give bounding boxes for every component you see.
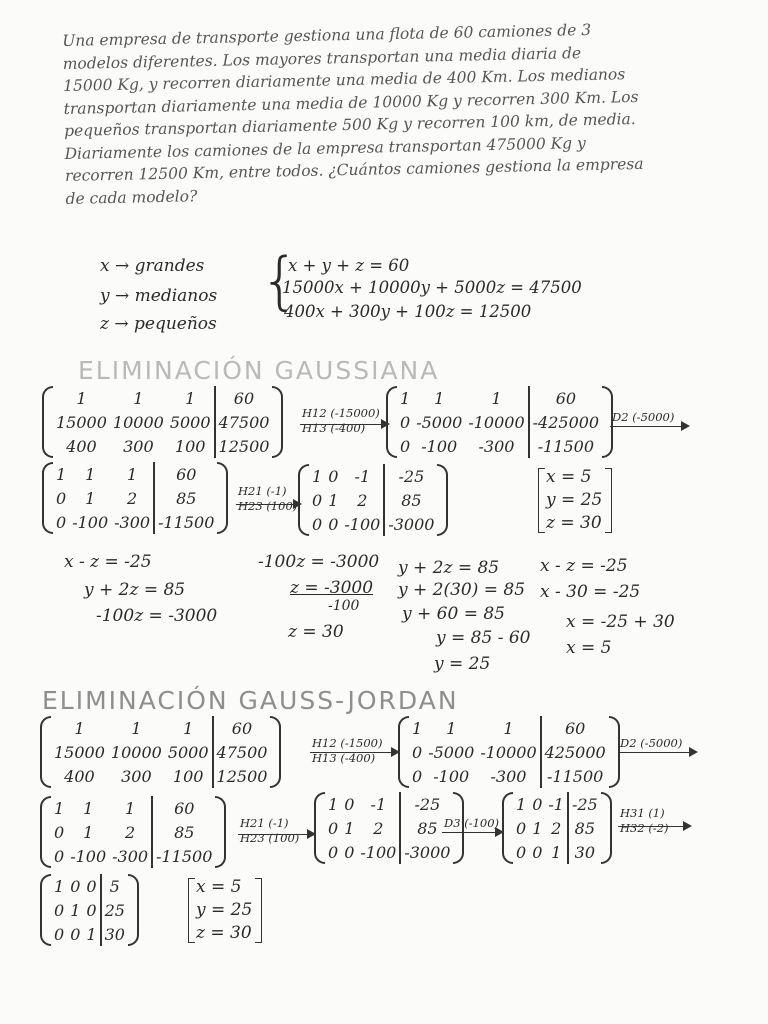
gauss-back-2-b bbox=[290, 578, 373, 598]
problem-statement bbox=[62, 16, 716, 210]
matrix-cell: 5000 bbox=[169, 412, 211, 432]
gauss-back-3-c: y + 60 = 85 bbox=[402, 604, 505, 624]
gj-op-4 bbox=[444, 816, 499, 831]
matrix-cell: -300 bbox=[490, 766, 527, 786]
matrix-cell: 1 bbox=[516, 794, 527, 814]
matrix-row bbox=[53, 486, 217, 510]
matrix-cell: 0 bbox=[56, 512, 67, 532]
gauss-back-2-c: -100 bbox=[328, 598, 360, 614]
matrix-cell: -100 bbox=[421, 436, 458, 456]
matrix-cell: 10000 bbox=[110, 742, 162, 762]
variable-y: y → medianos bbox=[100, 286, 218, 306]
matrix-cell: 60 bbox=[541, 716, 609, 740]
gauss-back-2-a: -100z = -3000 bbox=[258, 552, 380, 572]
matrix-cell: -10000 bbox=[468, 412, 525, 432]
matrix-cell: 0 bbox=[70, 876, 81, 896]
matrix-cell: 1 bbox=[85, 488, 96, 508]
matrix-cell: 1 bbox=[400, 388, 411, 408]
matrix-cell: -3000 bbox=[400, 840, 453, 864]
gauss-jordan-title: ELIMINACIÓN GAUSS-JORDAN bbox=[42, 686, 459, 715]
matrix-cell: -1 bbox=[354, 466, 371, 486]
matrix-cell: 0 bbox=[344, 842, 355, 862]
matrix-cell: 1 bbox=[56, 464, 67, 484]
matrix-cell: 10000 bbox=[112, 412, 164, 432]
matrix-cell: 0 bbox=[54, 924, 65, 944]
matrix-cell: 0 bbox=[70, 924, 81, 944]
gj-arrow-1 bbox=[310, 752, 398, 753]
matrix-row bbox=[51, 764, 270, 788]
matrix-cell: 0 bbox=[86, 876, 97, 896]
left-paren bbox=[40, 796, 51, 868]
matrix-cell: 2 bbox=[125, 822, 136, 842]
matrix-row bbox=[53, 410, 272, 434]
matrix-cell: 60 bbox=[215, 386, 273, 410]
matrix-cell: 1 bbox=[74, 718, 85, 738]
matrix-cell: 1 bbox=[83, 822, 94, 842]
matrix-row bbox=[397, 434, 602, 458]
matrix-row bbox=[53, 434, 272, 458]
matrix-row bbox=[325, 816, 453, 840]
matrix-cell: 1 bbox=[125, 798, 136, 818]
matrix-cell: -100 bbox=[72, 512, 109, 532]
matrix-cell: 47500 bbox=[215, 410, 273, 434]
matrix-cell: 30 bbox=[568, 840, 601, 864]
matrix-table bbox=[309, 464, 437, 536]
row-operation: H13 (-400) bbox=[302, 421, 366, 435]
matrix-cell: -11500 bbox=[541, 764, 609, 788]
matrix-cell: -1 bbox=[370, 794, 387, 814]
problem-line: 15000 Kg, y recorren diariamente una media de 400 Km. Los medianos bbox=[62, 65, 626, 95]
matrix-cell: -25 bbox=[384, 464, 437, 488]
gauss-op-2 bbox=[612, 410, 674, 425]
matrix-cell: 85 bbox=[152, 820, 215, 844]
right-paren bbox=[270, 716, 281, 788]
gj-matrix-1 bbox=[40, 716, 281, 788]
row-operation: H23 (100) bbox=[238, 499, 298, 513]
matrix-cell: 47500 bbox=[213, 740, 271, 764]
gauss-arrow-3 bbox=[236, 504, 300, 505]
matrix-cell: 30 bbox=[101, 922, 128, 946]
matrix-cell: 0 bbox=[532, 842, 543, 862]
matrix-cell: 1 bbox=[344, 818, 355, 838]
solution-bracket-right bbox=[605, 468, 612, 533]
gj-arrow-3 bbox=[238, 834, 314, 835]
row-operation: H12 (-15000) bbox=[302, 406, 380, 420]
matrix-cell: 0 bbox=[56, 488, 67, 508]
matrix-cell: -300 bbox=[112, 846, 149, 866]
gauss-back-3-d: y = 85 - 60 bbox=[436, 628, 531, 648]
matrix-cell: 85 bbox=[400, 816, 453, 840]
gauss-matrix-4 bbox=[298, 464, 448, 536]
matrix-cell: 1 bbox=[76, 388, 87, 408]
gauss-back-4-c: x = -25 + 30 bbox=[566, 612, 675, 632]
solution-value: y = 25 bbox=[196, 900, 253, 920]
left-paren bbox=[298, 464, 309, 536]
gauss-op-3 bbox=[238, 484, 297, 514]
matrix-cell: 425000 bbox=[541, 740, 609, 764]
matrix-cell: 0 bbox=[400, 412, 411, 432]
matrix-cell: -1 bbox=[548, 794, 564, 814]
matrix-cell: 2 bbox=[551, 818, 562, 838]
matrix-cell: 15000 bbox=[54, 742, 105, 762]
problem-line: transportan diariamente una media de 10000 Kg y recorren 300 Km. Los bbox=[63, 87, 639, 118]
right-paren bbox=[217, 462, 228, 534]
gauss-back-1-c: -100z = -3000 bbox=[96, 606, 218, 626]
matrix-table bbox=[397, 386, 602, 458]
matrix-row bbox=[309, 512, 437, 536]
system-eq-2: 15000x + 10000y + 5000z = 47500 bbox=[282, 278, 582, 297]
gauss-solution bbox=[546, 466, 602, 535]
row-operation: D2 (-5000) bbox=[612, 410, 675, 424]
gj-op-5 bbox=[620, 806, 669, 836]
matrix-table bbox=[51, 716, 270, 788]
row-operation: D3 (-100) bbox=[444, 816, 500, 830]
row-operation: H12 (-1500) bbox=[312, 736, 383, 750]
matrix-row bbox=[51, 820, 215, 844]
matrix-table bbox=[53, 462, 217, 534]
row-operation: H13 (-400) bbox=[312, 751, 376, 765]
matrix-cell: 1 bbox=[183, 718, 194, 738]
variable-z: z → pequeños bbox=[100, 314, 217, 334]
gj-matrix-4 bbox=[314, 792, 464, 864]
matrix-cell: 0 bbox=[328, 514, 339, 534]
gj-op-2 bbox=[620, 736, 682, 751]
matrix-cell: 25 bbox=[101, 898, 128, 922]
matrix-row bbox=[397, 386, 602, 410]
gj-matrix-3 bbox=[40, 796, 226, 868]
matrix-cell: 85 bbox=[154, 486, 217, 510]
matrix-row bbox=[51, 716, 270, 740]
matrix-row bbox=[325, 792, 453, 816]
matrix-row bbox=[53, 510, 217, 534]
problem-line: recorren 12500 Km, entre todos. ¿Cuántos camiones gestiona la empresa bbox=[64, 154, 644, 185]
matrix-cell: 1 bbox=[446, 718, 457, 738]
matrix-cell: 85 bbox=[384, 488, 437, 512]
solution-bracket-left bbox=[188, 878, 195, 943]
matrix-cell: 0 bbox=[328, 818, 339, 838]
matrix-cell: 60 bbox=[154, 462, 217, 486]
matrix-cell: -100 bbox=[360, 842, 397, 862]
variable-x: x → grandes bbox=[100, 256, 205, 276]
matrix-cell: 1 bbox=[491, 388, 502, 408]
left-paren bbox=[42, 462, 53, 534]
gj-op-1 bbox=[312, 736, 382, 766]
matrix-cell: 1 bbox=[83, 798, 94, 818]
gauss-arrow-2 bbox=[610, 426, 688, 427]
gauss-back-2-d: z = 30 bbox=[288, 622, 344, 642]
row-operation: H32 (-2) bbox=[620, 821, 669, 835]
solution-value: z = 30 bbox=[546, 513, 602, 533]
row-operation: D2 (-5000) bbox=[620, 736, 683, 750]
matrix-table bbox=[325, 792, 453, 864]
matrix-cell: 0 bbox=[344, 794, 355, 814]
matrix-cell: -25 bbox=[400, 792, 453, 816]
matrix-table bbox=[51, 874, 128, 946]
matrix-cell: -25 bbox=[568, 792, 601, 816]
right-paren bbox=[128, 874, 139, 946]
matrix-cell: 12500 bbox=[213, 764, 271, 788]
matrix-cell: 0 bbox=[312, 514, 323, 534]
matrix-cell: 2 bbox=[373, 818, 384, 838]
matrix-cell: 300 bbox=[123, 436, 154, 456]
system-eq-3: 400x + 300y + 100z = 12500 bbox=[284, 302, 532, 321]
gauss-back-1-b: y + 2z = 85 bbox=[84, 580, 186, 600]
problem-line: Diariamente los camiones de la empresa transportan 475000 Kg y bbox=[64, 133, 586, 163]
matrix-cell: 5000 bbox=[167, 742, 209, 762]
matrix-row bbox=[51, 796, 215, 820]
matrix-cell: 1 bbox=[133, 388, 144, 408]
problem-line: pequeños transportan diariamente 500 Kg y recorren 100 km, de media. bbox=[63, 110, 636, 140]
matrix-row bbox=[397, 410, 602, 434]
matrix-cell: 1 bbox=[532, 818, 543, 838]
matrix-row bbox=[51, 874, 128, 898]
matrix-cell: -11500 bbox=[529, 434, 602, 458]
matrix-cell: 2 bbox=[127, 488, 138, 508]
matrix-cell: 100 bbox=[172, 766, 204, 786]
matrix-row bbox=[51, 740, 270, 764]
gauss-matrix-2 bbox=[386, 386, 613, 458]
left-paren bbox=[42, 386, 53, 458]
matrix-cell: 0 bbox=[54, 846, 65, 866]
matrix-cell: 85 bbox=[568, 816, 601, 840]
right-paren bbox=[215, 796, 226, 868]
matrix-cell: -100 bbox=[344, 514, 381, 534]
matrix-cell: 0 bbox=[412, 742, 423, 762]
matrix-cell: -5000 bbox=[416, 412, 463, 432]
matrix-cell: 1 bbox=[86, 924, 97, 944]
matrix-cell: 1 bbox=[434, 388, 445, 408]
matrix-row bbox=[409, 740, 609, 764]
matrix-cell: 0 bbox=[516, 842, 527, 862]
solution-bracket-right bbox=[255, 878, 262, 943]
matrix-cell: -5000 bbox=[428, 742, 475, 762]
matrix-cell: 60 bbox=[529, 386, 602, 410]
matrix-cell: 1 bbox=[551, 842, 562, 862]
matrix-cell: -100 bbox=[70, 846, 107, 866]
matrix-row bbox=[409, 764, 609, 788]
matrix-cell: 0 bbox=[400, 436, 411, 456]
gauss-op-1 bbox=[302, 406, 380, 436]
gauss-back-4-d: x = 5 bbox=[566, 638, 612, 658]
matrix-cell: -10000 bbox=[480, 742, 537, 762]
matrix-row bbox=[409, 716, 609, 740]
matrix-cell: 0 bbox=[328, 466, 339, 486]
matrix-row bbox=[325, 840, 453, 864]
matrix-cell: -100 bbox=[433, 766, 470, 786]
matrix-cell: 0 bbox=[54, 822, 65, 842]
matrix-table bbox=[53, 386, 272, 458]
solution-value: y = 25 bbox=[546, 490, 603, 510]
left-paren bbox=[40, 716, 51, 788]
matrix-cell: 1 bbox=[127, 464, 138, 484]
matrix-row bbox=[309, 464, 437, 488]
matrix-cell: -300 bbox=[114, 512, 151, 532]
row-operation: H31 (1) bbox=[620, 806, 665, 820]
matrix-cell: 15000 bbox=[56, 412, 107, 432]
left-paren bbox=[502, 792, 513, 864]
matrix-cell: 1 bbox=[70, 900, 81, 920]
problem-line: de cada modelo? bbox=[65, 186, 198, 208]
matrix-cell: -300 bbox=[478, 436, 515, 456]
matrix-cell: -11500 bbox=[152, 844, 215, 868]
problem-line: modelos diferentes. Los mayores transportan una media diaria de bbox=[62, 43, 582, 73]
solution-value: z = 30 bbox=[196, 923, 252, 943]
gauss-back-4-b: x - 30 = -25 bbox=[540, 582, 641, 602]
gauss-arrow-1 bbox=[300, 424, 388, 425]
gauss-back-3-e: y = 25 bbox=[434, 654, 491, 674]
matrix-cell: 400 bbox=[66, 436, 97, 456]
matrix-row bbox=[53, 462, 217, 486]
left-paren bbox=[398, 716, 409, 788]
gj-matrix-5 bbox=[502, 792, 612, 864]
matrix-cell: 0 bbox=[516, 818, 527, 838]
matrix-cell: 1 bbox=[54, 798, 65, 818]
system-brace: { bbox=[260, 244, 300, 317]
matrix-cell: 1 bbox=[131, 718, 142, 738]
solution-value: x = 5 bbox=[196, 877, 242, 897]
left-paren bbox=[386, 386, 397, 458]
matrix-cell: 1 bbox=[328, 490, 339, 510]
matrix-cell: 1 bbox=[503, 718, 514, 738]
gauss-matrix-1 bbox=[42, 386, 283, 458]
gj-solution bbox=[196, 876, 252, 945]
matrix-cell: -425000 bbox=[529, 410, 602, 434]
matrix-cell: 0 bbox=[312, 490, 323, 510]
solution-bracket-left bbox=[538, 468, 545, 533]
matrix-cell: 2 bbox=[357, 490, 368, 510]
system-eq-1: x + y + z = 60 bbox=[288, 256, 410, 275]
gauss-back-1-a: x - z = -25 bbox=[64, 552, 152, 572]
matrix-cell: 1 bbox=[412, 718, 423, 738]
matrix-row bbox=[513, 816, 601, 840]
matrix-cell: 0 bbox=[328, 842, 339, 862]
matrix-cell: 12500 bbox=[215, 434, 273, 458]
right-paren bbox=[272, 386, 283, 458]
matrix-cell: -3000 bbox=[384, 512, 437, 536]
gj-op-3 bbox=[240, 816, 299, 846]
gj-arrow-4 bbox=[442, 832, 502, 833]
matrix-row bbox=[53, 386, 272, 410]
matrix-row bbox=[51, 922, 128, 946]
matrix-cell: 1 bbox=[312, 466, 323, 486]
gauss-title: ELIMINACIÓN GAUSSIANA bbox=[78, 356, 440, 385]
row-operation: H23 (100) bbox=[240, 831, 300, 845]
matrix-cell: 100 bbox=[174, 436, 206, 456]
matrix-cell: 1 bbox=[85, 464, 96, 484]
matrix-row bbox=[51, 898, 128, 922]
gauss-back-3-b: y + 2(30) = 85 bbox=[398, 580, 526, 600]
gauss-back-2-b-text: z = -3000 bbox=[290, 578, 374, 598]
problem-line: Una empresa de transporte gestiona una flota de 60 camiones de 3 bbox=[62, 20, 592, 50]
gj-matrix-6 bbox=[40, 874, 139, 946]
gj-matrix-2 bbox=[398, 716, 620, 788]
row-operation: H21 (-1) bbox=[240, 816, 289, 830]
matrix-row bbox=[513, 792, 601, 816]
matrix-cell: 0 bbox=[412, 766, 423, 786]
matrix-cell: 5 bbox=[101, 874, 128, 898]
matrix-table bbox=[409, 716, 609, 788]
matrix-cell: 1 bbox=[185, 388, 196, 408]
right-paren bbox=[601, 792, 612, 864]
matrix-table bbox=[513, 792, 601, 864]
matrix-cell: 0 bbox=[86, 900, 97, 920]
row-operation: H21 (-1) bbox=[238, 484, 287, 498]
matrix-cell: 300 bbox=[121, 766, 152, 786]
right-paren bbox=[437, 464, 448, 536]
gauss-matrix-3 bbox=[42, 462, 228, 534]
matrix-cell: 1 bbox=[54, 876, 65, 896]
matrix-row bbox=[51, 844, 215, 868]
gj-arrow-5 bbox=[618, 826, 690, 827]
matrix-cell: -11500 bbox=[154, 510, 217, 534]
matrix-cell: 1 bbox=[328, 794, 339, 814]
matrix-cell: 0 bbox=[54, 900, 65, 920]
gauss-back-3-a: y + 2z = 85 bbox=[398, 558, 500, 578]
solution-value: x = 5 bbox=[546, 467, 592, 487]
matrix-cell: 400 bbox=[64, 766, 95, 786]
gauss-back-4-a: x - z = -25 bbox=[540, 556, 628, 576]
left-paren bbox=[314, 792, 325, 864]
matrix-row bbox=[513, 840, 601, 864]
matrix-cell: 60 bbox=[213, 716, 271, 740]
left-paren bbox=[40, 874, 51, 946]
matrix-cell: 0 bbox=[532, 794, 543, 814]
matrix-row bbox=[309, 488, 437, 512]
matrix-table bbox=[51, 796, 215, 868]
gj-arrow-2 bbox=[618, 752, 696, 753]
matrix-cell: 60 bbox=[152, 796, 215, 820]
